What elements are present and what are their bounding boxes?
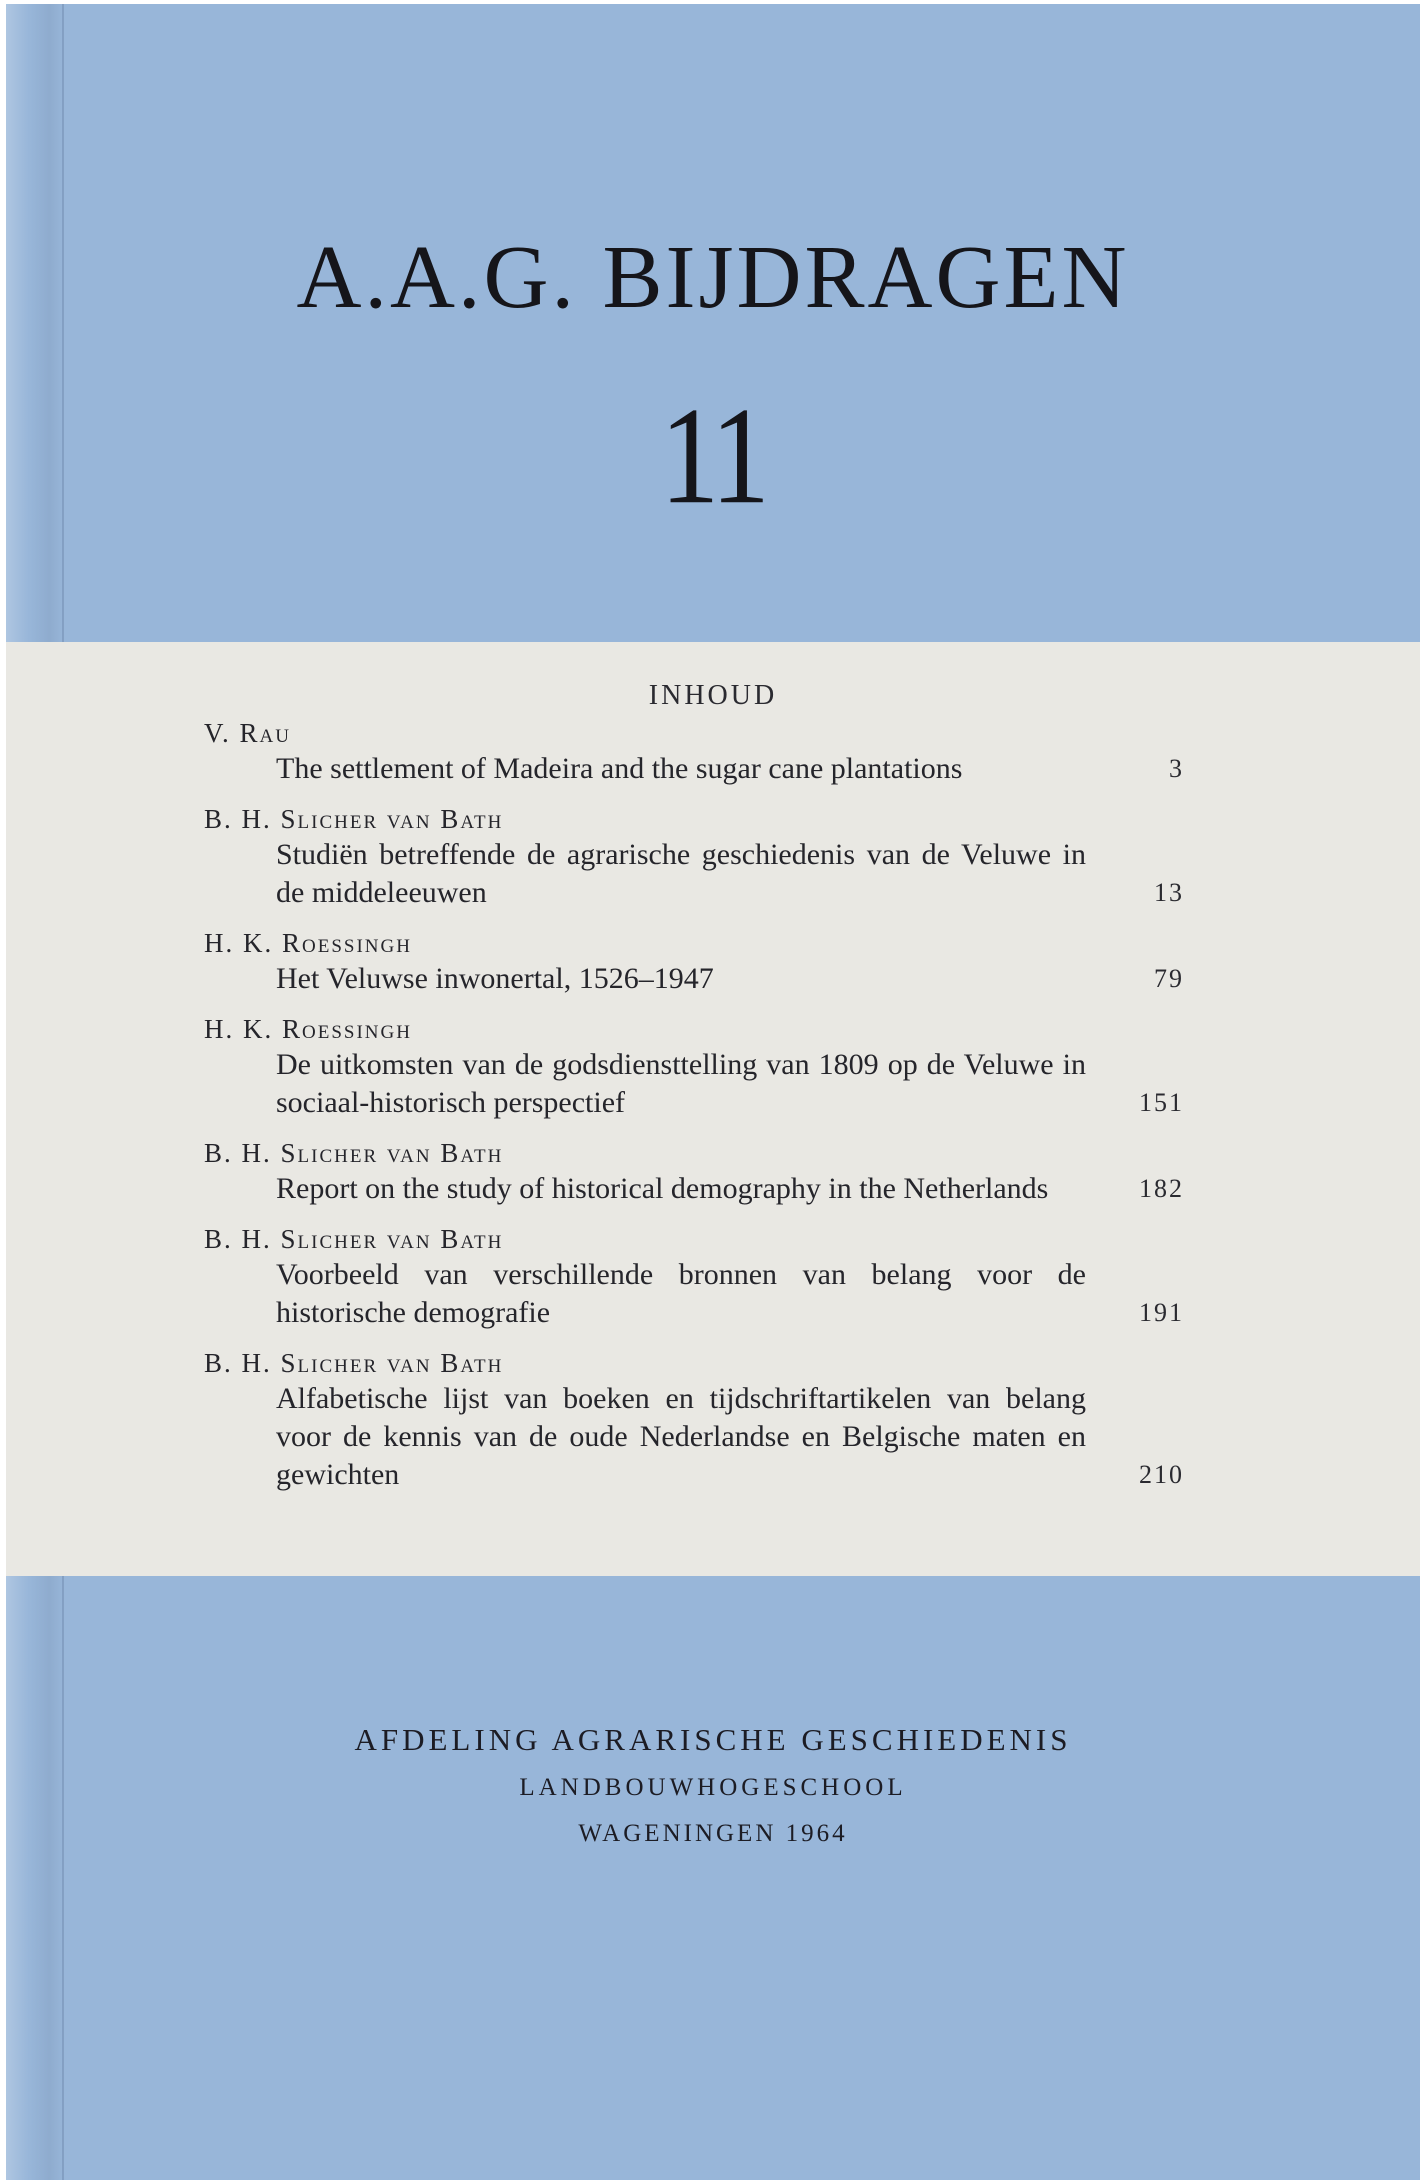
entry-page-number: 13: [1154, 878, 1184, 907]
toc-entry: [204, 1012, 1184, 1122]
toc-entry: [204, 1346, 1184, 1494]
entry-page-number: 191: [1139, 1298, 1184, 1327]
entry-title: Het Veluwse inwonertal, 1526–1947: [276, 962, 714, 995]
contents-heading: INHOUD: [648, 680, 778, 711]
publisher-institution: LANDBOUWHOGESCHOOL: [519, 1774, 907, 1801]
entry-author: B. H. Slicher van Bath: [204, 804, 504, 834]
entry-author: H. K. Roessingh: [204, 928, 412, 958]
entry-page-number: 182: [1139, 1174, 1184, 1203]
toc-entry: [204, 716, 1184, 788]
entry-page-number: 79: [1154, 964, 1184, 993]
entry-title: Report on the study of historical demography in the Netherlands: [276, 1172, 1049, 1205]
publisher-place-year: WAGENINGEN 1964: [578, 1820, 848, 1847]
entry-page-number: 3: [1169, 754, 1184, 783]
volume-number: 11: [660, 378, 766, 533]
book-cover: [6, 4, 1420, 2180]
entry-page-number: 151: [1139, 1088, 1184, 1117]
contents-band: [6, 642, 1420, 1576]
entry-author: B. H. Slicher van Bath: [204, 1138, 504, 1168]
toc-entry: [204, 1222, 1184, 1332]
toc-entry: [204, 1136, 1184, 1208]
entry-title: De uitkomsten van de godsdiensttelling van 1809 op de Veluwe in sociaal-historisch perspectief: [276, 1048, 1086, 1119]
entry-author: H. K. Roessingh: [204, 1014, 412, 1044]
publisher-block: [6, 1720, 1420, 1852]
entry-title: The settlement of Madeira and the sugar cane plantations: [276, 752, 963, 785]
entry-author: B. H. Slicher van Bath: [204, 1348, 504, 1378]
toc-entry: [204, 802, 1184, 912]
entry-title: Studiën betreffende de agrarische geschiedenis van de Veluwe in de middeleeuwen: [276, 838, 1086, 909]
entry-author: B. H. Slicher van Bath: [204, 1224, 504, 1254]
series-title: A.A.G. BIJDRAGEN: [296, 228, 1130, 327]
entry-page-number: 210: [1139, 1460, 1184, 1489]
entry-author: V. Rau: [204, 718, 291, 748]
entry-title: Voorbeeld van verschillende bronnen van belang voor de historische demografie: [276, 1258, 1086, 1329]
toc-entry: [204, 926, 1184, 998]
entry-title: Alfabetische lijst van boeken en tijdschriftartikelen van belang voor de kennis van de oude Nederlandse en Belgische maten en gewichten: [276, 1382, 1086, 1491]
publisher-department: AFDELING AGRARISCHE GESCHIEDENIS: [354, 1722, 1072, 1757]
table-of-contents: [204, 716, 1184, 1508]
